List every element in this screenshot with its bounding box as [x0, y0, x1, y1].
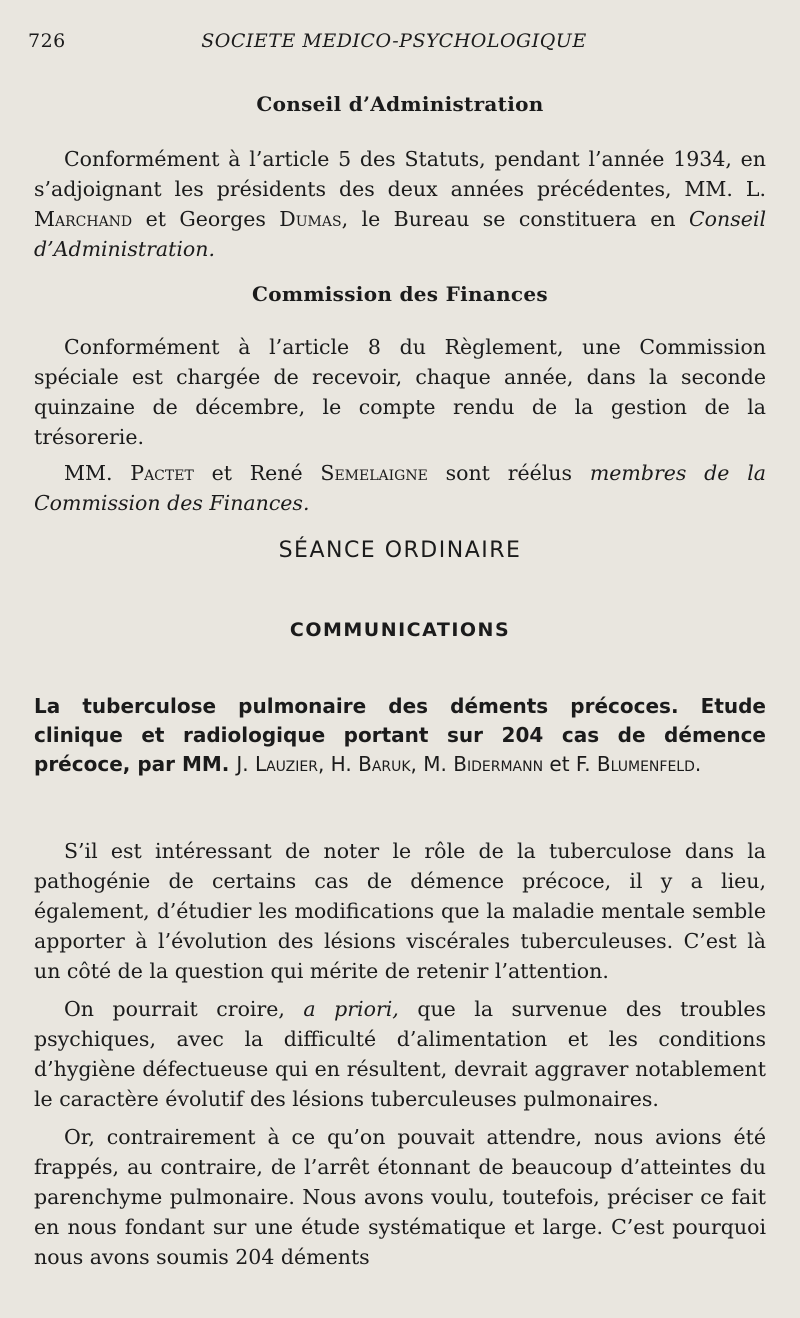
name-semelaigne: Semelaigne: [320, 461, 428, 485]
section-title-conseil: Conseil d’Administration: [256, 92, 544, 116]
communications-heading-wrap: [34, 619, 766, 641]
article-paragraph-3: Or, contrairement à ce qu’on pouvait attendre, nous avions été frappés, au contraire, de l’arrêt étonnant de beaucoup d’atteintes du parenchyme pulmonaire. Nous avons voulu, toutefois, préciser ce fait en nous fondant sur une étude systématique et large. C’est pourquoi nous avons soumis 204 déments: [34, 1125, 766, 1269]
section-finances: [34, 282, 766, 306]
paragraph-conseil: Conformément à l’article 5 des Statuts, pendant l’année 1934, en s’adjoignant les présidents des deux années précédentes, MM. L. Marchand et Georges Dumas, le Bureau se constituera en Conseil d’Administration.: [34, 147, 766, 261]
running-header: [28, 30, 760, 60]
section-title-finances: Commission des Finances: [252, 282, 548, 306]
running-title: SOCIETE MEDICO-PSYCHOLOGIQUE: [201, 30, 587, 52]
article-title: La tuberculose pulmonaire des déments précoces. Etude clinique et radiologique portant sur 204 cas de démence précoce, par MM. J. Lauzier, H. Baruk, M. Bidermann et F. Blumenfeld.: [34, 694, 766, 776]
article-paragraph-1: S’il est intéressant de noter le rôle de la tuberculose dans la pathogénie de certains cas de démence précoce, il y a lieu, également, d’étudier les modifications que la maladie mentale semble apporter à l’évolution des lésions viscérales tuberculeuses. C’est là un côté de la question qui mérite de retenir l’attention.: [34, 839, 766, 983]
name-pactet: Pactet: [130, 461, 194, 485]
section-conseil-body: [34, 144, 766, 264]
article-title-block: [34, 692, 766, 779]
seance-heading: SÉANCE ORDINAIRE: [278, 538, 522, 563]
seance-heading-wrap: [34, 538, 766, 563]
page-number: 726: [28, 30, 66, 52]
paragraph-finances-2: MM. Pactet et René Semelaigne sont réélus membres de la Commission des Finances.: [34, 461, 766, 515]
communications-heading: COMMUNICATIONS: [289, 619, 511, 641]
article-body: [34, 836, 766, 1272]
paragraph-finances-1: Conformément à l’article 8 du Règlement, une Commission spéciale est chargée de recevoir, chaque année, dans la seconde quinzaine de décembre, le compte rendu de la gestion de la trésorerie.: [34, 335, 766, 449]
name-dumas: Dumas: [279, 207, 342, 231]
section-finances-body: [34, 332, 766, 518]
section-conseil: [34, 92, 766, 116]
article-paragraph-2: On pourrait croire, a priori, que la survenue des troubles psychiques, avec la difficulté d’alimentation et les conditions d’hygiène défectueuse qui en résultent, devrait aggraver notablement le caractère évolutif des lésions tuberculeuses pulmonaires.: [34, 997, 767, 1111]
name-marchand: Marchand: [34, 207, 133, 231]
